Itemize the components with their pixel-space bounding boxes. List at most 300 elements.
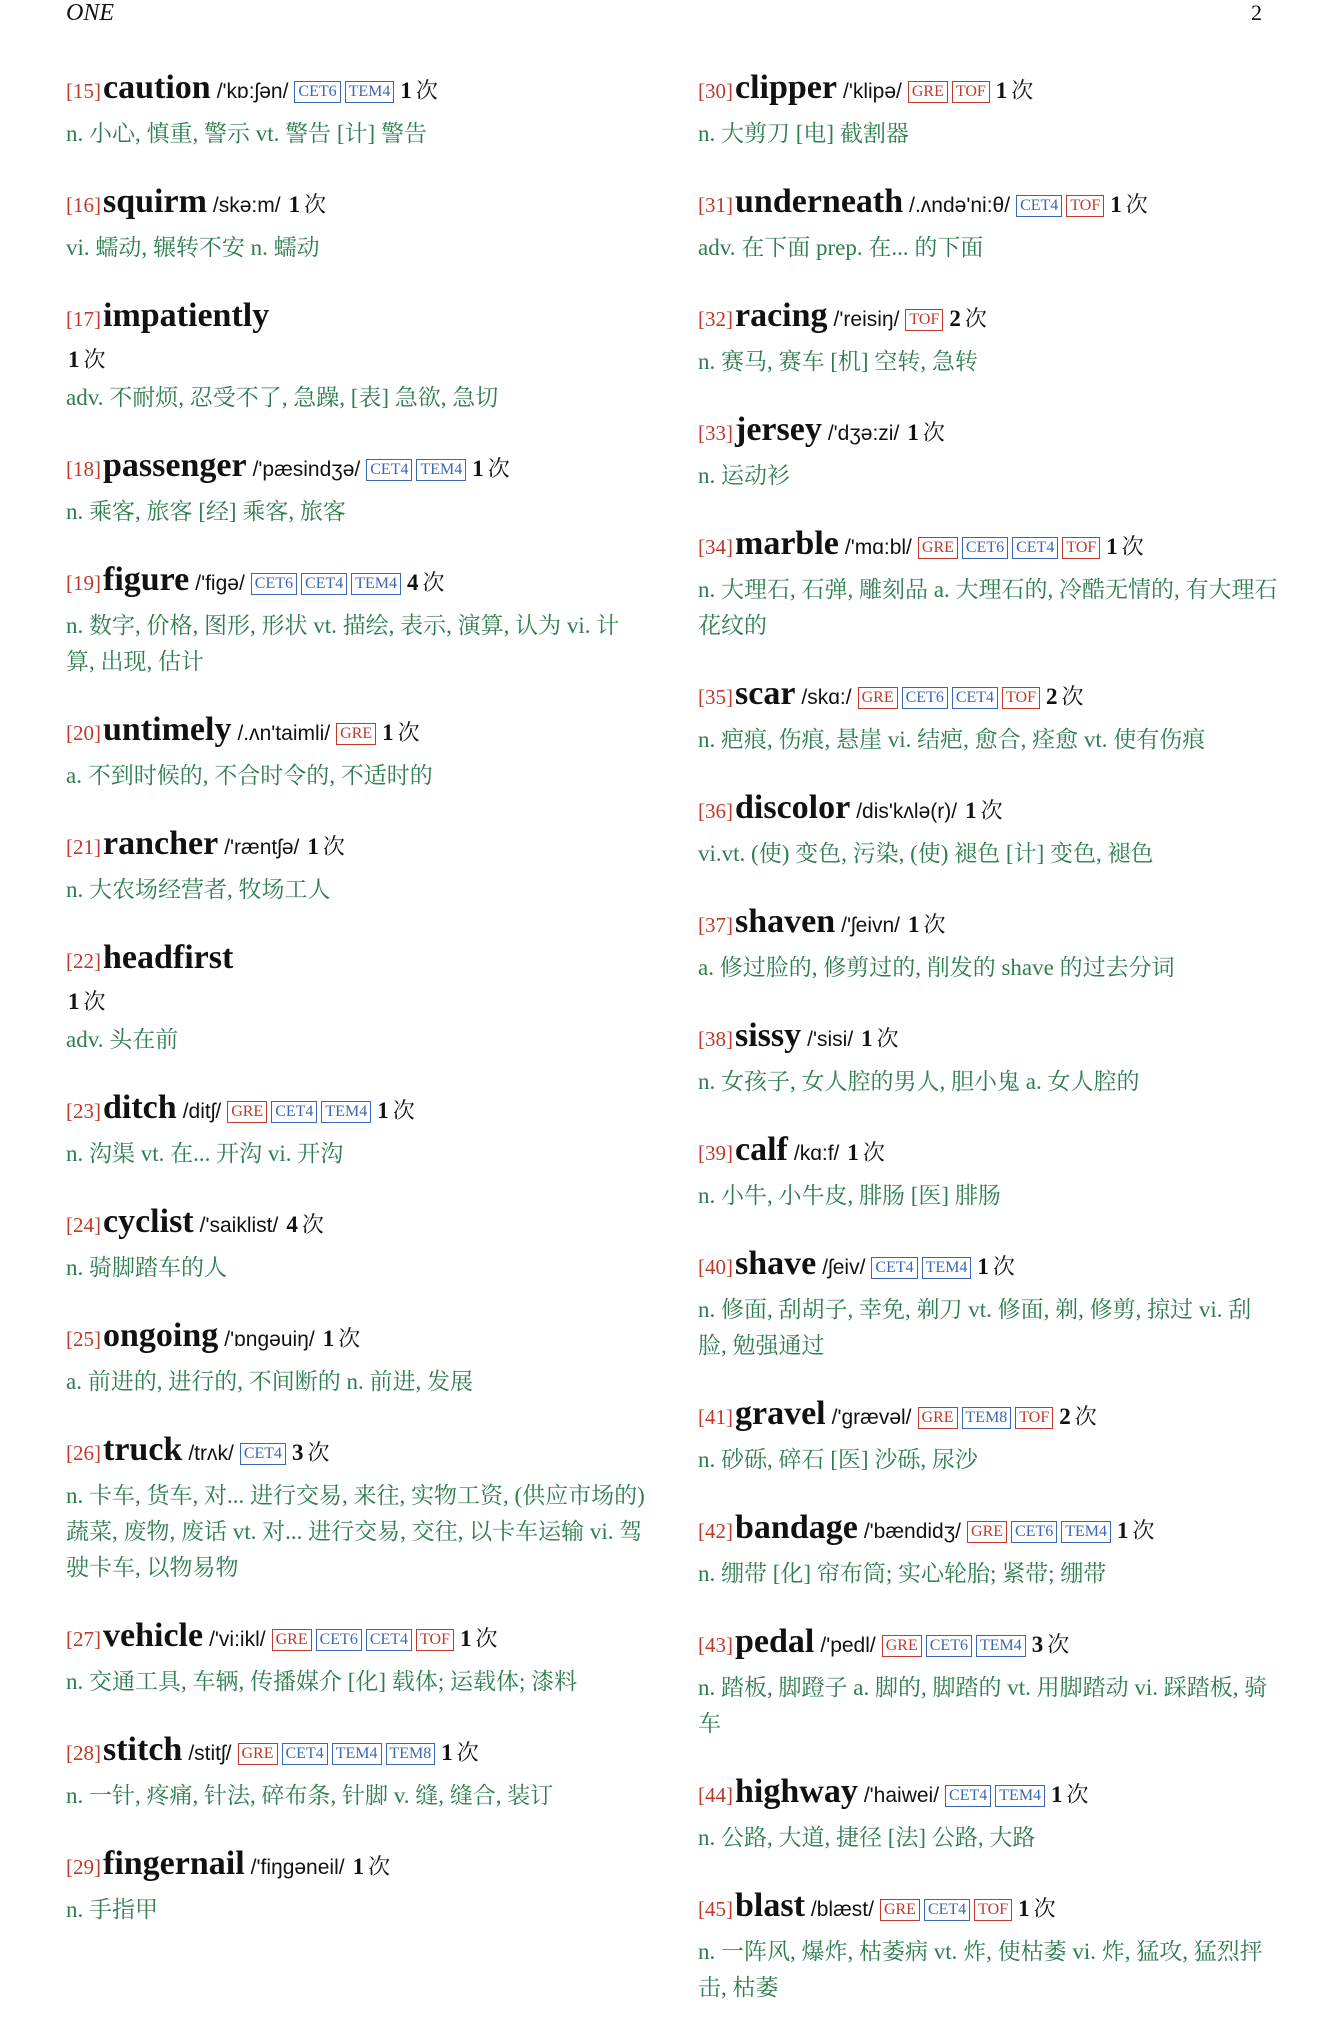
exam-tag-badge: TEM4 [995, 1785, 1045, 1807]
frequency-unit: 次 [1125, 192, 1148, 217]
entry-number: [32] [698, 307, 733, 331]
headword: fingernail [103, 1845, 245, 1882]
headword: jersey [735, 411, 822, 448]
vocab-entry [698, 182, 1278, 266]
exam-tag-badge: TOF [974, 1899, 1012, 1921]
entry-number: [28] [66, 1741, 101, 1765]
headword: blast [735, 1887, 805, 1924]
exam-tag-badge: CET4 [1016, 195, 1062, 217]
frequency-count: 1 [352, 1854, 365, 1879]
frequency-count: 1 [977, 1254, 989, 1279]
frequency-unit: 次 [301, 1212, 324, 1237]
entry-headline [698, 1244, 1278, 1290]
entry-number: [27] [66, 1627, 101, 1651]
exam-tag-badge: GRE [918, 1407, 958, 1429]
headword: impatiently [103, 297, 270, 334]
definition: vi.vt. (使) 变色, 污染, (使) 褪色 [计] 变色, 褪色 [698, 841, 1154, 866]
entry-number: [43] [698, 1633, 733, 1657]
vocab-entry [66, 446, 646, 530]
entry-headline [698, 1130, 1278, 1176]
entry-headline [66, 446, 646, 492]
definition: n. 大农场经营者, 牧场工人 [66, 877, 331, 902]
definition: adv. 在下面 prep. 在... 的下面 [698, 235, 984, 260]
frequency-unit: 次 [1121, 534, 1144, 559]
vocab-entry [66, 68, 646, 152]
vocab-entry [698, 1016, 1278, 1100]
frequency-count: 3 [1031, 1632, 1044, 1657]
frequency-unit: 次 [1011, 78, 1034, 103]
exam-tag-badge: TEM4 [416, 459, 466, 481]
frequency-unit: 次 [1074, 1404, 1097, 1429]
entry-headline [66, 1202, 646, 1248]
definition: n. 踏板, 脚蹬子 a. 脚的, 脚踏的 vt. 用脚踏动 vi. 踩踏板, 骑车 [698, 1675, 1268, 1736]
frequency-count: 1 [441, 1740, 453, 1765]
left-column [66, 68, 646, 1958]
frequency-unit: 次 [338, 1326, 361, 1351]
headword: shaven [735, 903, 836, 940]
headword: racing [735, 297, 828, 334]
headword: stitch [103, 1731, 183, 1768]
frequency-count: 1 [307, 834, 319, 859]
definition: n. 赛马, 赛车 [机] 空转, 急转 [698, 349, 978, 374]
headword: calf [735, 1131, 788, 1168]
exam-tag-badge: CET4 [871, 1257, 917, 1279]
exam-tag-badge: TEM4 [922, 1257, 972, 1279]
frequency-count: 1 [472, 456, 484, 481]
headword: discolor [735, 789, 851, 826]
entry-number: [26] [66, 1441, 101, 1465]
frequency-unit: 次 [923, 912, 946, 937]
phonetic: /'pæsindʒə/ [252, 458, 361, 481]
exam-tag-badge: CET4 [952, 687, 998, 709]
frequency-unit: 次 [922, 420, 945, 445]
entry-headline [66, 560, 646, 606]
headword: caution [103, 69, 211, 106]
right-column [698, 68, 1278, 2036]
frequency-count: 2 [1059, 1404, 1071, 1429]
exam-tag-badge: CET6 [902, 687, 948, 709]
entry-number: [35] [698, 685, 733, 709]
exam-tag-badge: TOF [1002, 687, 1040, 709]
vocab-entry [66, 560, 646, 680]
entry-number: [37] [698, 913, 733, 937]
entry-headline [698, 788, 1278, 834]
headword: passenger [103, 447, 247, 484]
vocab-entry [698, 410, 1278, 494]
entry-headline [698, 902, 1278, 948]
headword: marble [735, 525, 839, 562]
definition: n. 疤痕, 伤痕, 悬崖 vi. 结疤, 愈合, 痊愈 vt. 使有伤痕 [698, 727, 1206, 752]
exam-tag-badge: GRE [967, 1521, 1007, 1543]
exam-tag-badge: GRE [238, 1743, 278, 1765]
vocab-entry [66, 938, 646, 1058]
exam-tag-badge: TEM4 [345, 81, 395, 103]
phonetic: /kɑ:f/ [793, 1142, 840, 1165]
entry-headline [66, 710, 646, 756]
entry-headline [66, 1730, 646, 1776]
definition: n. 公路, 大道, 捷径 [法] 公路, 大路 [698, 1825, 1036, 1850]
exam-tag-badge: GRE [272, 1629, 312, 1651]
definition: n. 砂砾, 碎石 [医] 沙砾, 尿沙 [698, 1447, 978, 1472]
entry-number: [33] [698, 421, 733, 445]
vocab-entry [698, 1394, 1278, 1478]
vocab-entry [66, 1316, 646, 1400]
exam-tag-badge: TOF [905, 309, 943, 331]
entry-number: [23] [66, 1099, 101, 1123]
entry-headline [66, 296, 646, 342]
headword: sissy [735, 1017, 802, 1054]
frequency-unit: 次 [980, 798, 1003, 823]
definition: n. 小心, 慎重, 警示 vt. 警告 [计] 警告 [66, 121, 427, 146]
definition: n. 手指甲 [66, 1897, 158, 1922]
entry-number: [20] [66, 721, 101, 745]
entry-headline [698, 1622, 1278, 1668]
frequency-count: 1 [965, 798, 977, 823]
frequency-unit: 次 [475, 1626, 498, 1651]
frequency-count: 1 [382, 720, 394, 745]
exam-tag-badge: CET4 [301, 573, 347, 595]
phonetic: /'dʒə:zi/ [827, 422, 900, 445]
entry-headline [66, 1088, 646, 1134]
exam-tag-badge: GRE [908, 81, 948, 103]
phonetic: /'bændidʒ/ [863, 1520, 962, 1543]
headword: truck [103, 1431, 183, 1468]
exam-tag-badge: TEM8 [386, 1743, 436, 1765]
definition: a. 修过脸的, 修剪过的, 削发的 shave 的过去分词 [698, 955, 1175, 980]
frequency-count: 1 [1106, 534, 1118, 559]
frequency-unit: 次 [1061, 684, 1084, 709]
frequency-count: 1 [68, 989, 80, 1014]
frequency-unit: 次 [397, 720, 420, 745]
headword: vehicle [103, 1617, 204, 1654]
definition: n. 数字, 价格, 图形, 形状 vt. 描绘, 表示, 演算, 认为 vi. 计算, 出现, 估计 [66, 613, 620, 674]
phonetic: /'haiwei/ [863, 1784, 940, 1807]
phonetic: /.ʌndə'ni:θ/ [909, 194, 1011, 217]
definition: n. 绷带 [化] 帘布筒; 实心轮胎; 紧带; 绷带 [698, 1561, 1107, 1586]
frequency-count: 1 [907, 420, 919, 445]
exam-tag-badge: CET6 [926, 1635, 972, 1657]
page-number: 2 [1251, 0, 1262, 25]
exam-tag-badge: CET4 [282, 1743, 328, 1765]
headword: squirm [103, 183, 207, 220]
exam-tag-badge: TEM4 [351, 573, 401, 595]
frequency-unit: 次 [487, 456, 510, 481]
phonetic: /'ʃeivn/ [841, 914, 901, 937]
vocab-entry [698, 68, 1278, 152]
vocab-entry [66, 1088, 646, 1172]
frequency-unit: 次 [422, 570, 445, 595]
entry-headline [66, 1616, 646, 1662]
frequency-line [66, 984, 646, 1020]
frequency-unit: 次 [456, 1740, 479, 1765]
entry-headline [698, 1016, 1278, 1062]
vocab-entry [66, 1616, 646, 1700]
entry-number: [16] [66, 193, 101, 217]
phonetic: /ʃeiv/ [822, 1256, 866, 1279]
frequency-count: 1 [400, 78, 412, 103]
exam-tag-badge: TEM4 [1061, 1521, 1111, 1543]
exam-tag-badge: CET4 [945, 1785, 991, 1807]
vocab-entry [66, 1430, 646, 1586]
exam-tag-badge: CET4 [366, 1629, 412, 1651]
headword: bandage [735, 1509, 858, 1546]
entry-number: [40] [698, 1255, 733, 1279]
phonetic: /'pedl/ [820, 1634, 876, 1657]
frequency-unit: 次 [1033, 1896, 1056, 1921]
frequency-unit: 次 [876, 1026, 899, 1051]
definition: n. 大理石, 石弹, 雕刻品 a. 大理石的, 冷酷无情的, 有大理石花纹的 [698, 577, 1278, 638]
vocab-entry [66, 1202, 646, 1286]
vocab-entry [66, 182, 646, 266]
frequency-count: 1 [322, 1326, 335, 1351]
exam-tag-badge: CET4 [366, 459, 412, 481]
entry-headline [66, 938, 646, 984]
vocab-entry [698, 902, 1278, 986]
exam-tag-badge: CET4 [1012, 537, 1058, 559]
phonetic: /'reisiŋ/ [833, 308, 900, 331]
definition: adv. 不耐烦, 忍受不了, 急躁, [表] 急欲, 急切 [66, 385, 499, 410]
definition: vi. 蠕动, 辗转不安 n. 蠕动 [66, 235, 320, 260]
headword: ongoing [103, 1317, 219, 1354]
phonetic: /'kɒ:ʃən/ [216, 80, 289, 103]
frequency-count: 1 [847, 1140, 859, 1165]
phonetic: /.ʌn'taimli/ [237, 722, 331, 745]
entry-headline [698, 524, 1278, 570]
entry-number: [21] [66, 835, 101, 859]
vocab-entry [698, 524, 1278, 644]
frequency-unit: 次 [392, 1098, 415, 1123]
exam-tag-badge: GRE [882, 1635, 922, 1657]
entry-headline [698, 1772, 1278, 1818]
entry-number: [36] [698, 799, 733, 823]
entry-number: [44] [698, 1783, 733, 1807]
headword: pedal [735, 1623, 815, 1660]
definition: n. 修面, 刮胡子, 幸免, 剃刀 vt. 修面, 剃, 修剪, 掠过 vi. 刮脸, 勉强通过 [698, 1297, 1252, 1358]
headword: clipper [735, 69, 837, 106]
vocab-entry [66, 710, 646, 794]
definition: n. 小牛, 小牛皮, 腓肠 [医] 腓肠 [698, 1183, 1001, 1208]
frequency-unit: 次 [83, 989, 106, 1014]
exam-tag-badge: CET4 [271, 1101, 317, 1123]
frequency-count: 1 [68, 347, 80, 372]
phonetic: /'klipə/ [842, 80, 902, 103]
frequency-unit: 次 [992, 1254, 1015, 1279]
vocab-entry [698, 1886, 1278, 2006]
entry-number: [17] [66, 307, 101, 331]
exam-tag-badge: TOF [952, 81, 990, 103]
phonetic: /trʌk/ [188, 1442, 234, 1465]
entry-number: [29] [66, 1855, 101, 1879]
frequency-unit: 次 [415, 78, 438, 103]
headword: rancher [103, 825, 219, 862]
exam-tag-badge: CET6 [251, 573, 297, 595]
frequency-count: 1 [1018, 1896, 1030, 1921]
frequency-unit: 次 [1132, 1518, 1155, 1543]
entry-number: [39] [698, 1141, 733, 1165]
entry-headline [698, 296, 1278, 342]
phonetic: /'grævəl/ [831, 1406, 912, 1429]
definition: n. 沟渠 vt. 在... 开沟 vi. 开沟 [66, 1141, 344, 1166]
exam-tag-badge: GRE [918, 537, 958, 559]
entry-headline [66, 1844, 646, 1890]
exam-tag-badge: TEM4 [332, 1743, 382, 1765]
exam-tag-badge: TEM8 [962, 1407, 1012, 1429]
definition: a. 不到时候的, 不合时令的, 不适时的 [66, 763, 433, 788]
frequency-count: 1 [861, 1026, 873, 1051]
definition: a. 前进的, 进行的, 不间断的 n. 前进, 发展 [66, 1369, 473, 1394]
exam-tag-badge: TEM4 [321, 1101, 371, 1123]
exam-tag-badge: TEM4 [976, 1635, 1026, 1657]
definition: n. 一阵风, 爆炸, 枯萎病 vt. 炸, 使枯萎 vi. 炸, 猛攻, 猛烈抨击, 枯萎 [698, 1939, 1263, 2000]
vocab-entry [698, 788, 1278, 872]
phonetic: /'sisi/ [807, 1028, 854, 1051]
headword: ditch [103, 1089, 177, 1126]
frequency-unit: 次 [368, 1854, 391, 1879]
entry-number: [25] [66, 1327, 101, 1351]
vocab-entry [66, 1844, 646, 1928]
entry-number: [42] [698, 1519, 733, 1543]
entry-number: [34] [698, 535, 733, 559]
frequency-unit: 次 [862, 1140, 885, 1165]
frequency-count: 3 [292, 1440, 304, 1465]
entry-number: [30] [698, 79, 733, 103]
definition: n. 运动衫 [698, 463, 790, 488]
frequency-unit: 次 [964, 306, 987, 331]
vocab-entry [698, 296, 1278, 380]
exam-tag-badge: TOF [1062, 537, 1100, 559]
vocab-entry [698, 1244, 1278, 1364]
phonetic: /blæst/ [810, 1898, 874, 1921]
phonetic: /ditʃ/ [182, 1100, 222, 1123]
entry-headline [698, 68, 1278, 114]
definition: n. 乘客, 旅客 [经] 乘客, 旅客 [66, 499, 346, 524]
exam-tag-badge: CET6 [316, 1629, 362, 1651]
frequency-unit: 次 [1066, 1782, 1089, 1807]
frequency-count: 1 [1117, 1518, 1129, 1543]
phonetic: /stitʃ/ [188, 1742, 232, 1765]
frequency-count: 1 [288, 192, 301, 217]
frequency-unit: 次 [83, 347, 106, 372]
entry-number: [38] [698, 1027, 733, 1051]
headword: cyclist [103, 1203, 194, 1240]
entry-number: [41] [698, 1405, 733, 1429]
vocab-entry [66, 296, 646, 416]
entry-headline [66, 182, 646, 228]
exam-tag-badge: GRE [858, 687, 898, 709]
vocab-entry [698, 1622, 1278, 1742]
phonetic: /'mɑ:bl/ [844, 536, 912, 559]
definition: n. 骑脚踏车的人 [66, 1255, 227, 1280]
headword: headfirst [103, 939, 234, 976]
phonetic: /skɑ:/ [801, 686, 852, 709]
entry-headline [66, 824, 646, 870]
frequency-count: 2 [1045, 684, 1058, 709]
entry-headline [698, 182, 1278, 228]
entry-headline [698, 674, 1278, 720]
frequency-unit: 次 [322, 834, 345, 859]
frequency-unit: 次 [307, 1440, 330, 1465]
frequency-count: 4 [286, 1212, 298, 1237]
exam-tag-badge: GRE [227, 1101, 267, 1123]
running-header: ONE [66, 0, 114, 26]
exam-tag-badge: GRE [880, 1899, 920, 1921]
headword: scar [735, 675, 796, 712]
entry-number: [19] [66, 571, 101, 595]
exam-tag-badge: CET4 [924, 1899, 970, 1921]
vocab-entry [698, 1772, 1278, 1856]
phonetic: /'ɒngəuiŋ/ [224, 1328, 315, 1351]
vocab-entry [66, 1730, 646, 1814]
frequency-count: 1 [995, 78, 1008, 103]
definition: n. 一针, 疼痛, 针法, 碎布条, 针脚 v. 缝, 缝合, 装订 [66, 1783, 554, 1808]
frequency-count: 1 [459, 1626, 472, 1651]
definition: n. 交通工具, 车辆, 传播媒介 [化] 载体; 运载体; 漆料 [66, 1669, 578, 1694]
phonetic: /'ræntʃə/ [224, 836, 300, 859]
frequency-unit: 次 [1047, 1632, 1070, 1657]
definition: adv. 头在前 [66, 1027, 179, 1052]
headword: underneath [735, 183, 904, 220]
vocab-entry [698, 674, 1278, 758]
exam-tag-badge: CET6 [294, 81, 340, 103]
frequency-unit: 次 [304, 192, 327, 217]
frequency-count: 1 [908, 912, 920, 937]
entry-number: [15] [66, 79, 101, 103]
definition: n. 女孩子, 女人腔的男人, 胆小鬼 a. 女人腔的 [698, 1069, 1140, 1094]
headword: shave [735, 1245, 817, 1282]
exam-tag-badge: TOF [1066, 195, 1104, 217]
frequency-line [66, 342, 646, 378]
entry-number: [22] [66, 949, 101, 973]
entry-number: [31] [698, 193, 733, 217]
phonetic: /skə:m/ [212, 194, 281, 217]
entry-headline [698, 1886, 1278, 1932]
frequency-count: 2 [949, 306, 961, 331]
entry-number: [18] [66, 457, 101, 481]
phonetic: /dis'kʌlə(r)/ [856, 800, 958, 823]
entry-headline [66, 1430, 646, 1476]
exam-tag-badge: GRE [336, 723, 376, 745]
exam-tag-badge: CET6 [962, 537, 1008, 559]
entry-headline [698, 1394, 1278, 1440]
exam-tag-badge: CET4 [240, 1443, 286, 1465]
vocab-entry [66, 824, 646, 908]
frequency-count: 1 [1051, 1782, 1063, 1807]
headword: gravel [735, 1395, 826, 1432]
vocab-entry [698, 1508, 1278, 1592]
phonetic: /'vi:ikl/ [209, 1628, 266, 1651]
entry-headline [66, 68, 646, 114]
headword: highway [735, 1773, 858, 1810]
headword: figure [103, 561, 190, 598]
entry-number: [45] [698, 1897, 733, 1921]
exam-tag-badge: CET6 [1011, 1521, 1057, 1543]
frequency-count: 1 [377, 1098, 389, 1123]
headword: untimely [103, 711, 232, 748]
entry-headline [698, 410, 1278, 456]
phonetic: /'saiklist/ [199, 1214, 279, 1237]
entry-headline [66, 1316, 646, 1362]
phonetic: /'figə/ [195, 572, 245, 595]
definition: n. 卡车, 货车, 对... 进行交易, 来往, 实物工资, (供应市场的) 蔬菜, 废物, 废话 vt. 对... 进行交易, 交往, 以卡车运输 vi. 驾驶卡车, 以物易物 [66, 1483, 645, 1580]
frequency-count: 1 [1110, 192, 1122, 217]
phonetic: /'fiŋgəneil/ [250, 1856, 345, 1879]
exam-tag-badge: TOF [1015, 1407, 1053, 1429]
frequency-count: 4 [407, 570, 419, 595]
entry-headline [698, 1508, 1278, 1554]
definition: n. 大剪刀 [电] 截割器 [698, 121, 909, 146]
vocab-entry [698, 1130, 1278, 1214]
entry-number: [24] [66, 1213, 101, 1237]
